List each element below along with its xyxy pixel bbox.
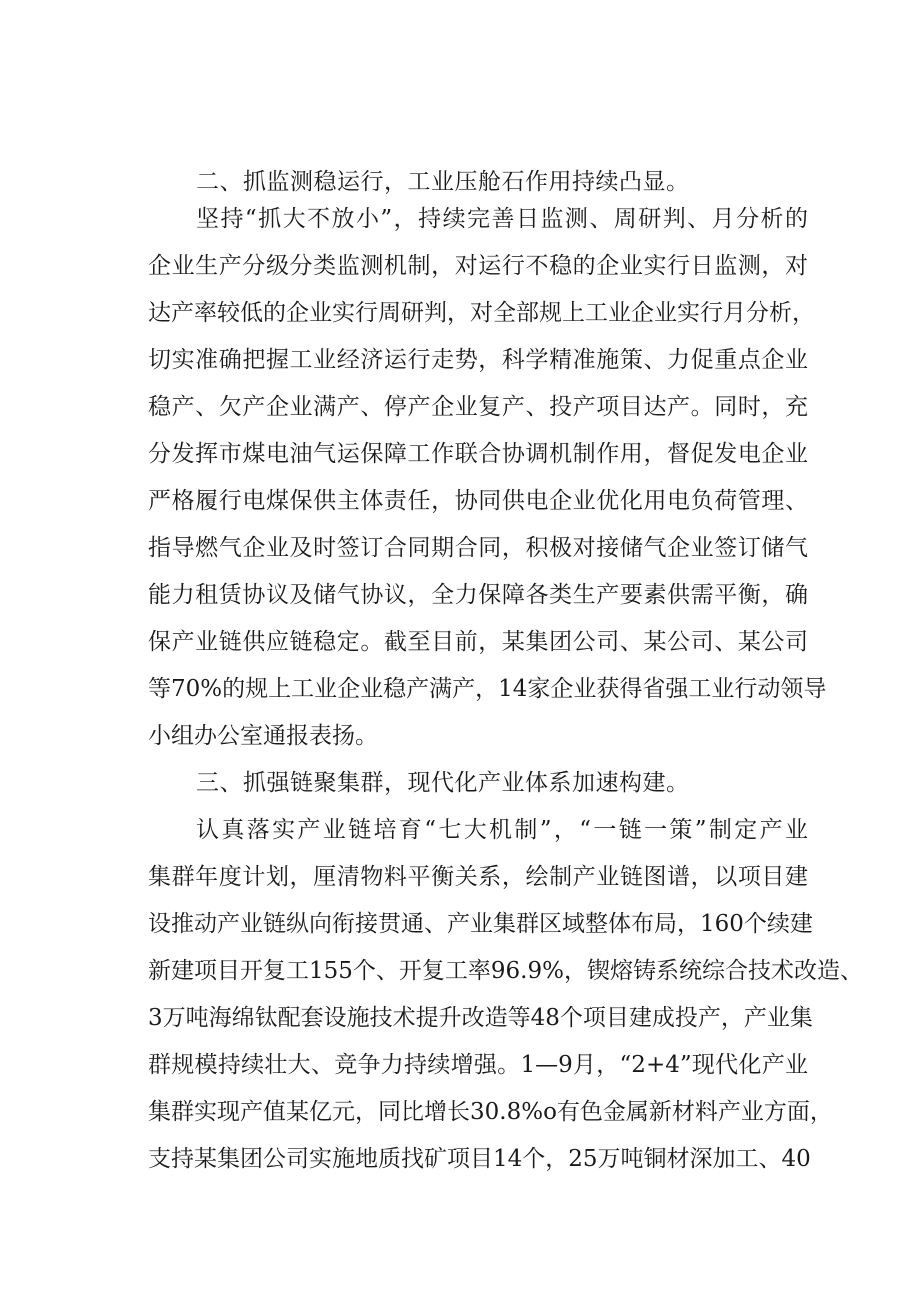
paragraph-line: 能力租赁协议及储气协议，全力保障各类生产要素供需平衡，确 xyxy=(148,582,808,608)
paragraph-line: 认真落实产业链培育“七大机制”，“一链一策”制定产业 xyxy=(196,817,808,843)
paragraph-line: 保产业链供应链稳定。截至目前，某集团公司、某公司、某公司 xyxy=(148,629,808,655)
paragraph-line: 严格履行电煤保供主体责任，协同供电企业优化用电负荷管理、 xyxy=(148,488,808,514)
paragraph-line: 设推动产业链纵向衔接贯通、产业集群区域整体布局，160个续建 xyxy=(148,911,813,937)
paragraph-line: 集群年度计划，厘清物料平衡关系，绘制产业链图谱，以项目建 xyxy=(148,864,808,890)
paragraph-line: 3万吨海绵钛配套设施技术提升改造等48个项目建成投产，产业集 xyxy=(148,1005,813,1031)
paragraph-line: 等70%的规上工业企业稳产满产，14家企业获得省强工业行动领导 xyxy=(148,676,827,702)
paragraph-line: 坚持“抓大不放小”，持续完善日监测、周研判、月分析的 xyxy=(196,206,808,232)
section-heading-3: 三、抓强链聚集群，现代化产业体系加速构建。 xyxy=(196,770,690,796)
paragraph-line: 新建项目开复工155个、开复工率96.9%，锲熔铸系统综合技术改造、 xyxy=(148,958,863,984)
paragraph-line: 群规模持续壮大、竞争力持续增强。1—9月，“2+4”现代化产业 xyxy=(148,1052,808,1078)
paragraph-line: 切实准确把握工业经济运行走势，科学精准施策、力促重点企业 xyxy=(148,347,808,373)
paragraph-line: 分发挥市煤电油气运保障工作联合协调机制作用，督促发电企业 xyxy=(148,441,808,467)
paragraph-line: 稳产、欠产企业满产、停产企业复产、投产项目达产。同时，充 xyxy=(148,394,808,420)
paragraph-line: 企业生产分级分类监测机制，对运行不稳的企业实行日监测，对 xyxy=(148,253,808,279)
paragraph-line: 集群实现产值某亿元，同比增长30.8%o有色金属新材料产业方面， xyxy=(148,1099,833,1125)
paragraph-line: 指导燃气企业及时签订合同期合同，积极对接储气企业签订储气 xyxy=(148,535,808,561)
paragraph-line: 小组办公室通报表扬。 xyxy=(148,723,378,749)
section-heading-2: 二、抓监测稳运行，工业压舱石作用持续凸显。 xyxy=(196,169,690,195)
paragraph-line: 支持某集团公司实施地质找矿项目14个，25万吨铜材深加工、40 xyxy=(148,1146,811,1172)
paragraph-line: 达产率较低的企业实行周研判，对全部规上工业企业实行月分析， xyxy=(148,300,815,326)
